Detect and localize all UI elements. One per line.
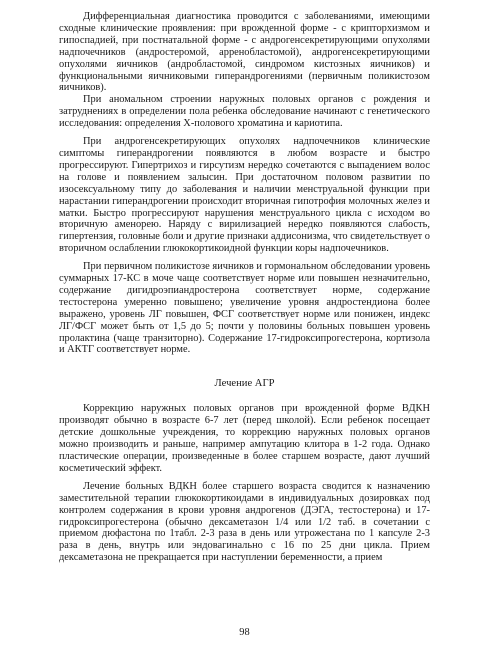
paragraph-treatment-older: Лечение больных ВДКН более старшего возраста сводится к назначению заместительной терапии глюкокортикоидами в индивидуальных дозировках под контролем содержания в крови уровня андрогенов (ДЭГА, тестостерона) и 17- гидроксипрогестерона (обычно дексаметазон 1/4 или 1/2 таб. в сочетании с приемом дюфастона по 1табл. 2-3 раза в день или утрожестана по 1 капсуле 2-3 раза в день, внутрь или эндовагинально с 16 по 25 дни цикла. Прием дексаметазона не прекращается при наступлении беременности, а прием [59, 480, 430, 564]
paragraph-polycystic-ovaries: При первичном поликистозе яичников и гормональном обследовании уровень суммарных 17-КС в моче чаще соответствует норме или повышен незначительно, содержание дигидроэпиандростерона соответствует норме, содержание тестостерона умеренно повышено; увеличение уровня андростендиона более выражено, уровень ЛГ повышен, ФСГ соответствует норме или понижен, индекс ЛГ/ФСГ может быть от 1,5 до 5; почти у половины больных повышен уровень пролактина (чаще транзиторно). Содержание 17-гидроксипрогестерона, кортизола и АКТГ соответствует норме. [59, 261, 430, 356]
paragraph-anomalous-genitalia: При аномальном строении наружных половых органов с рождения и затруднениях в определении пола ребенка обследование начинают с генетического исследования: определения Х-полового хроматина и кариотипа. [59, 94, 430, 130]
paragraph-genital-correction: Коррекцию наружных половых органов при врожденной форме ВДКН производят обычно в возрасте 6-7 лет (перед школой). Если ребенок посещает детские дошкольные учреждения, то коррекцию наружных половых органов можно производить и раньше, например ампутацию клитора в 1-2 года. Однако пластические операции, произведенные в более старшем возрасте, дают лучший косметический эффект. [59, 403, 430, 474]
page-number: 98 [239, 627, 250, 638]
paragraph-adrenal-tumors: При андрогенсекретирующих опухолях надпочечников клинические симптомы гиперандрогении появляются в любом возрасте и быстро прогрессируют. Гипертрихоз и гирсутизм нередко сочетаются с выпадением волос на голове и появлением залысин. При достаточном половом развитии по изосексуальному типу до заболевания и наличии менструальной функции при нарастании гиперандрогении происходит вторичная гипотрофия молочных желез и матки. Быстро прогрессируют нарушения менструального цикла с исходом во вторичную аменорею. Наряду с вирилизацией нередко появляются слабость, гипертензия, головные боли и другие признаки аддисонизма, что свидетельствует о вторичном ослаблении глюкокортикоидной функции коры надпочечников. [59, 136, 430, 255]
paragraph-differential-diagnosis: Дифференциальная диагностика проводится с заболеваниями, имеющими сходные клинические проявления: при врожденной форме - с крипторхизмом и гипоспадией, при постнатальной форме - с андрогенсекретирующими опухолями надпочечников (андростеромой, арренобластомой), андрогенсекретирующими опухолями яичников (андробластомой, синдромом кистозных яичников) и функциональными яичниковыми гиперандрогениями (первичным поликистозом яичников). [59, 11, 430, 94]
document-page [59, 11, 430, 641]
section-heading: Лечение АГР [214, 378, 275, 390]
